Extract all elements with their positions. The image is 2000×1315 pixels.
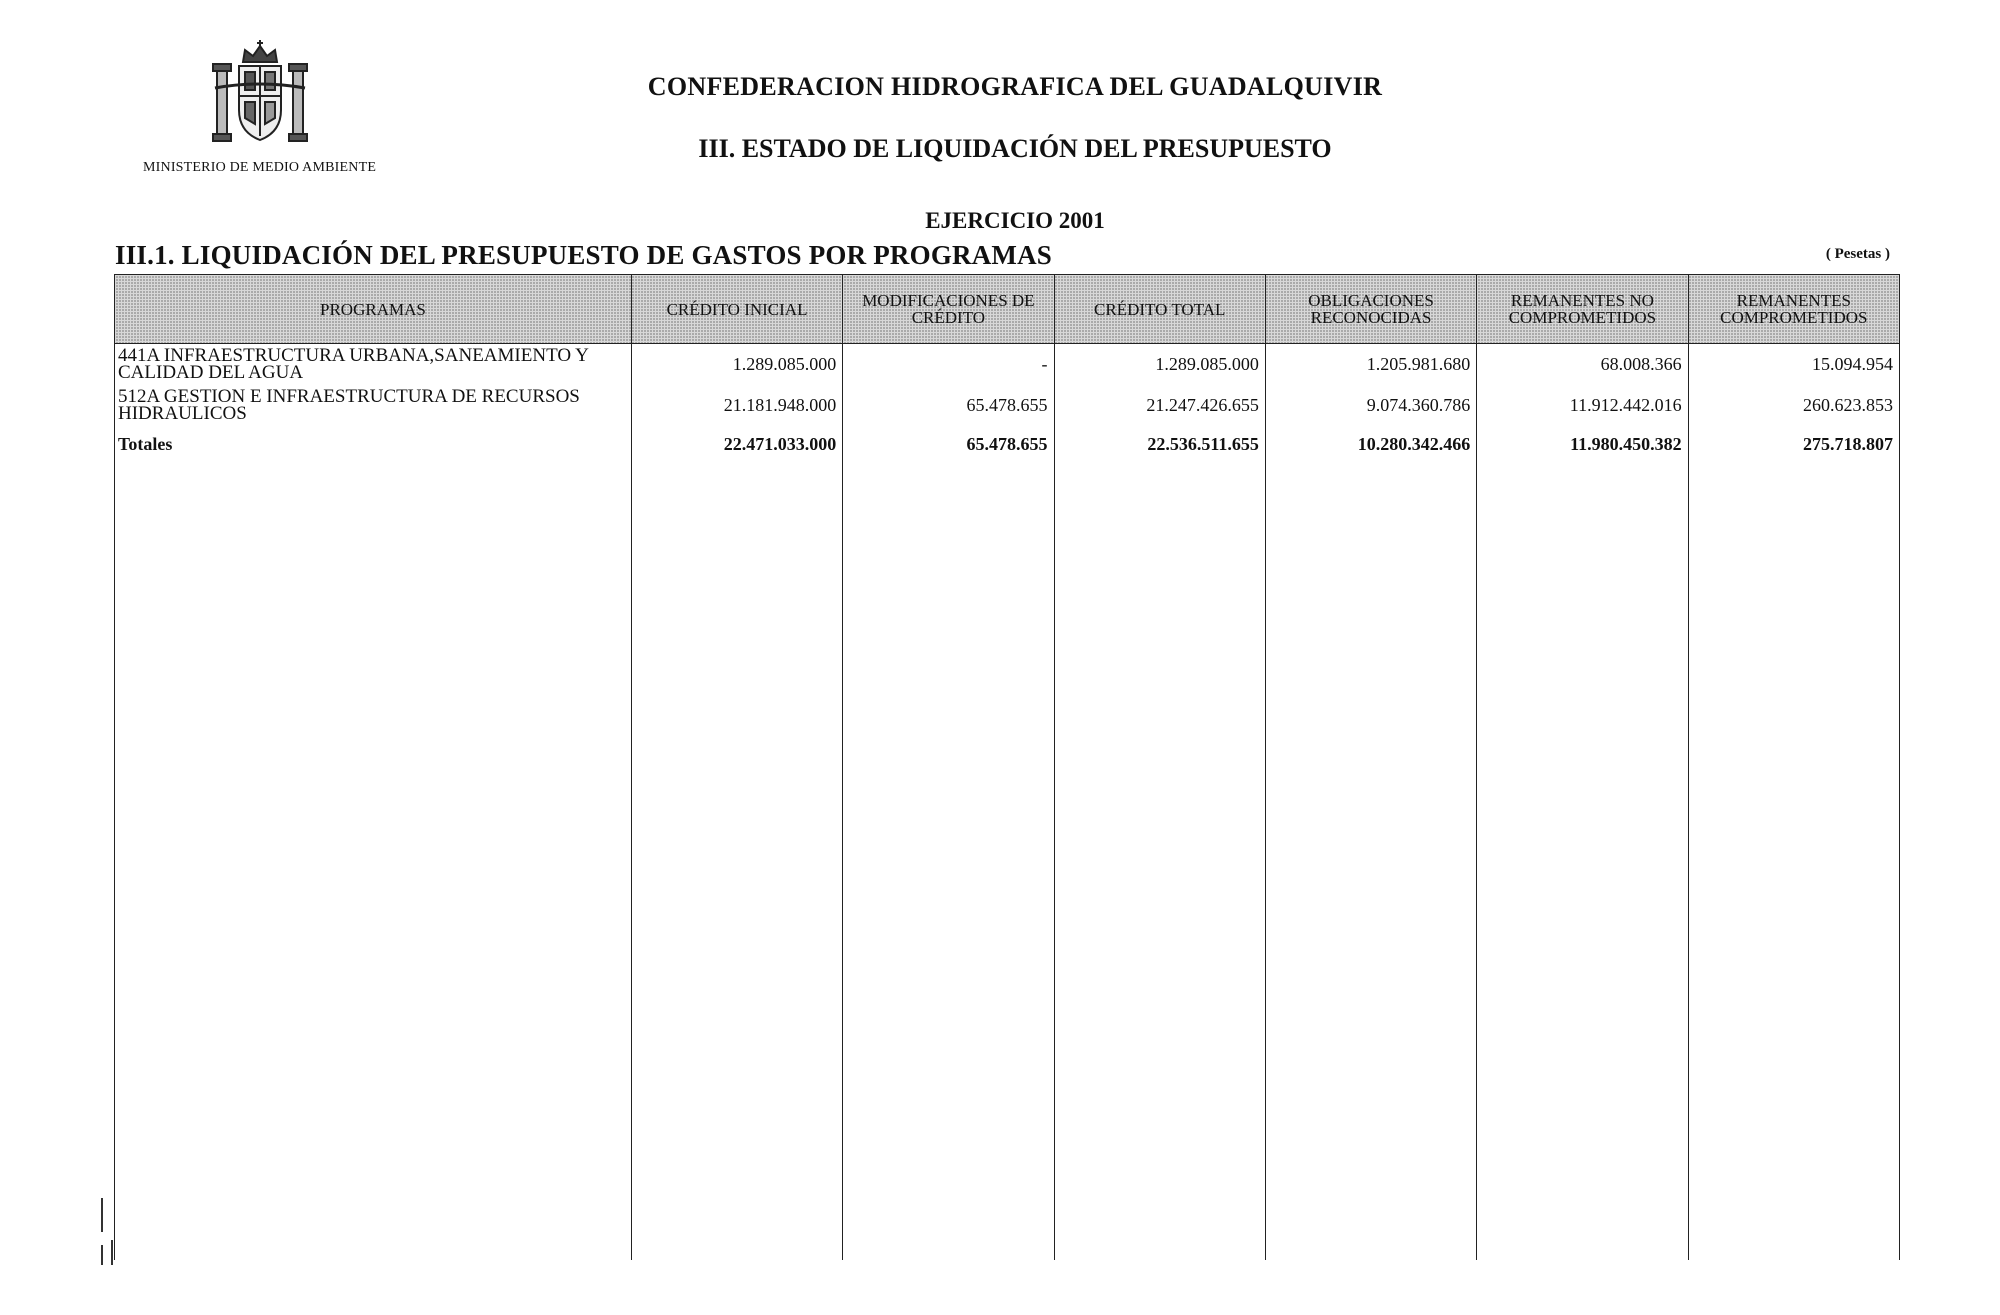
organization-title: CONFEDERACION HIDROGRAFICA DEL GUADALQUIVIR <box>647 72 1383 101</box>
scan-margin-mark <box>101 1245 103 1265</box>
header-programas: PROGRAMAS <box>115 275 632 344</box>
remanentes-comp-cell: 15.094.954 <box>1688 344 1899 385</box>
scan-margin-mark <box>101 1198 103 1232</box>
total-credito-total: 22.536.511.655 <box>1054 426 1265 462</box>
filler-cell <box>1477 462 1688 1260</box>
ministry-name: MINISTERIO DE MEDIO AMBIENTE <box>143 160 377 175</box>
remanentes-no-cell: 11.912.442.016 <box>1477 384 1688 426</box>
header-modificaciones: MODIFICACIONES DE CRÉDITO <box>843 275 1054 344</box>
obligaciones-cell: 1.205.981.680 <box>1265 344 1476 385</box>
total-remanentes-comp: 275.718.807 <box>1688 426 1899 462</box>
total-credito-inicial: 22.471.033.000 <box>631 426 842 462</box>
filler-cell <box>1688 462 1899 1260</box>
table-row <box>115 344 1900 385</box>
section-title: III.1. LIQUIDACIÓN DEL PRESUPUESTO DE GASTOS POR PROGRAMAS <box>115 240 1053 270</box>
header-obligaciones: OBLIGACIONES RECONOCIDAS <box>1265 275 1476 344</box>
credito-total-cell: 21.247.426.655 <box>1054 384 1265 426</box>
filler-cell <box>115 462 632 1260</box>
remanentes-comp-cell: 260.623.853 <box>1688 384 1899 426</box>
document-title: III. ESTADO DE LIQUIDACIÓN DEL PRESUPUESTO <box>698 134 1332 163</box>
modificaciones-cell: - <box>843 344 1054 385</box>
header-remanentes-comp: REMANENTES COMPROMETIDOS <box>1688 275 1899 344</box>
total-obligaciones: 10.280.342.466 <box>1265 426 1476 462</box>
table-row <box>115 384 1900 426</box>
table-header-row <box>115 275 1900 344</box>
modificaciones-cell: 65.478.655 <box>843 384 1054 426</box>
currency-note: ( Pesetas ) <box>1825 246 1890 262</box>
obligaciones-cell: 9.074.360.786 <box>1265 384 1476 426</box>
header-remanentes-no: REMANENTES NO COMPROMETIDOS <box>1477 275 1688 344</box>
filler-cell <box>631 462 842 1260</box>
totals-row <box>115 426 1900 462</box>
filler-cell <box>843 462 1054 1260</box>
credito-total-cell: 1.289.085.000 <box>1054 344 1265 385</box>
totals-label: Totales <box>115 426 632 462</box>
fiscal-year: EJERCICIO 2001 <box>925 208 1105 233</box>
total-remanentes-no: 11.980.450.382 <box>1477 426 1688 462</box>
header-credito-inicial: CRÉDITO INICIAL <box>631 275 842 344</box>
programa-cell: 512A GESTION E INFRAESTRUCTURA DE RECURSOS HIDRAULICOS <box>115 384 632 426</box>
remanentes-no-cell: 68.008.366 <box>1477 344 1688 385</box>
scan-margin-mark <box>111 1240 113 1265</box>
total-modificaciones: 65.478.655 <box>843 426 1054 462</box>
budget-table <box>114 274 1900 1260</box>
programa-cell: 441A INFRAESTRUCTURA URBANA,SANEAMIENTO Y CALIDAD DEL AGUA <box>115 344 632 385</box>
credito-inicial-cell: 21.181.948.000 <box>631 384 842 426</box>
header-credito-total: CRÉDITO TOTAL <box>1054 275 1265 344</box>
filler-cell <box>1054 462 1265 1260</box>
filler-cell <box>1265 462 1476 1260</box>
credito-inicial-cell: 1.289.085.000 <box>631 344 842 385</box>
table-filler-row <box>115 462 1900 1260</box>
